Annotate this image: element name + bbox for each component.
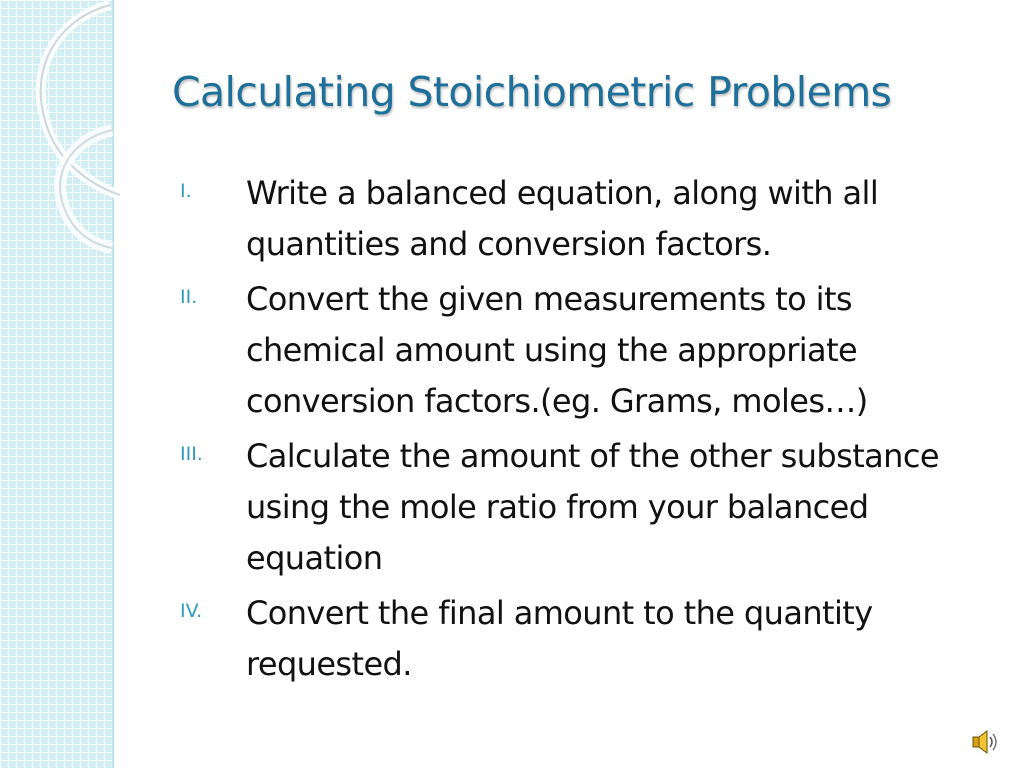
step-numeral: III. (180, 443, 203, 465)
steps-list (180, 170, 1000, 696)
speaker-icon[interactable] (970, 727, 1000, 757)
step-numeral: IV. (180, 600, 203, 622)
list-item (180, 590, 1000, 690)
step-numeral: II. (180, 286, 198, 308)
list-item (180, 433, 1000, 584)
step-text: Calculate the amount of the other substance using the mole ratio from your balanced equation (246, 437, 939, 577)
step-numeral: I. (180, 180, 192, 202)
step-text: Write a balanced equation, along with all quantities and conversion factors. (246, 174, 879, 263)
decorative-swoosh (0, 0, 200, 260)
list-item (180, 276, 1000, 427)
slide-title: Calculating Stoichiometric Problems (172, 68, 892, 116)
step-text: Convert the final amount to the quantity requested. (246, 594, 873, 683)
step-text: Convert the given measurements to its chemical amount using the appropriate conversion factors.(eg. Grams, moles…) (246, 280, 868, 420)
list-item (180, 170, 1000, 270)
